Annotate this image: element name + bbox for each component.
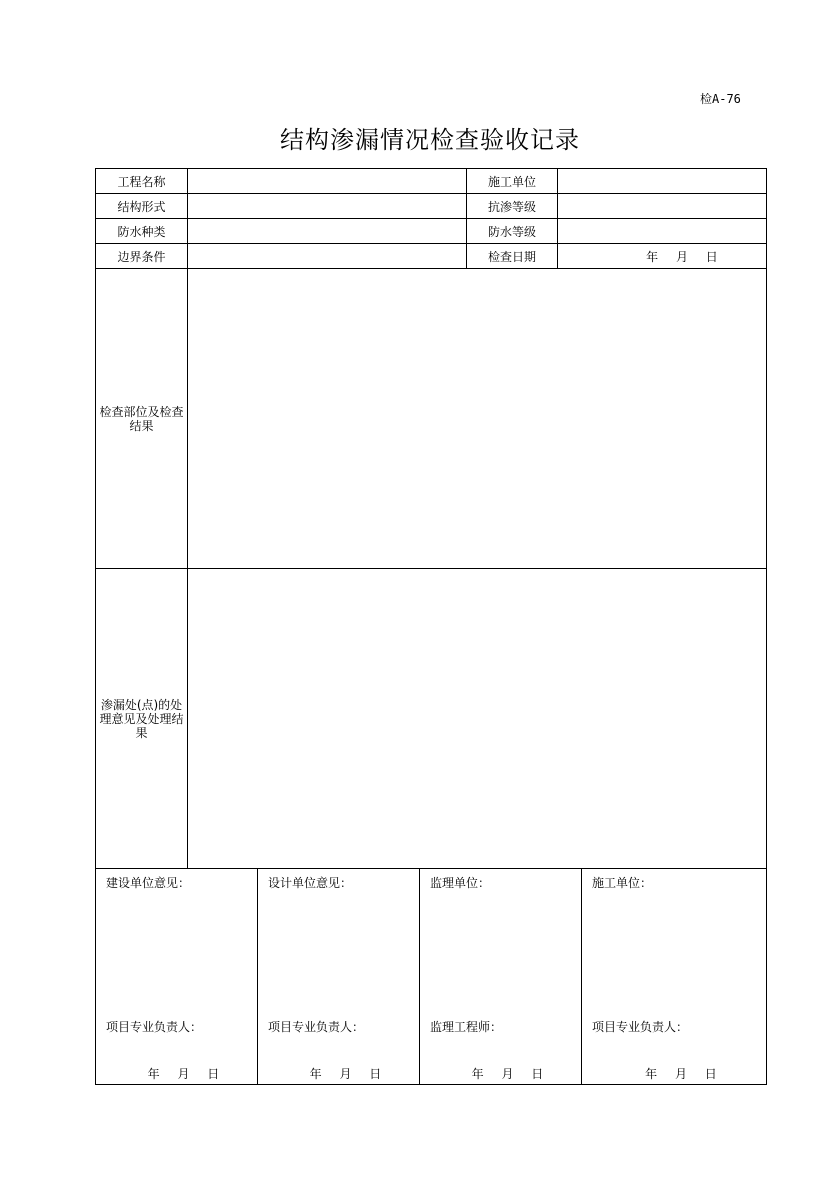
boundary-condition-label: 边界条件: [96, 244, 188, 269]
construction-opinion-cell[interactable]: [582, 868, 767, 1085]
design-date: 年 月 日: [309, 1067, 382, 1081]
table-row: [96, 269, 767, 569]
design-opinion-heading: 设计单位意见：: [268, 876, 353, 890]
table-row: [96, 219, 767, 244]
inspection-date-field[interactable]: 年 月 日: [558, 244, 767, 269]
waterproof-type-field[interactable]: [188, 219, 467, 244]
form-code: 检A-76: [700, 92, 741, 106]
structure-type-field[interactable]: [188, 194, 467, 219]
impermeability-grade-field[interactable]: [558, 194, 767, 219]
construction-unit-label: 施工单位: [467, 169, 558, 194]
project-name-field[interactable]: [188, 169, 467, 194]
record-table: [95, 168, 767, 869]
supervision-heading: 监理单位：: [430, 876, 491, 890]
boundary-condition-field[interactable]: [188, 244, 467, 269]
table-row: [96, 868, 767, 1085]
supervision-person-label: 监理工程师：: [430, 1020, 503, 1034]
supervision-opinion-cell[interactable]: [420, 868, 582, 1085]
leak-treatment-label: 渗漏处(点)的处理意见及处理结果: [96, 569, 188, 869]
owner-opinion-cell[interactable]: [96, 868, 258, 1085]
construction-person-label: 项目专业负责人：: [592, 1020, 689, 1034]
waterproof-grade-label: 防水等级: [467, 219, 558, 244]
project-name-label: 工程名称: [96, 169, 188, 194]
table-row: [96, 194, 767, 219]
table-row: [96, 569, 767, 869]
structure-type-label: 结构形式: [96, 194, 188, 219]
inspection-date-label: 检查日期: [467, 244, 558, 269]
waterproof-grade-field[interactable]: [558, 219, 767, 244]
signature-table: [95, 868, 767, 1085]
inspection-result-field[interactable]: [188, 269, 767, 569]
supervision-date: 年 月 日: [471, 1067, 544, 1081]
impermeability-grade-label: 抗渗等级: [467, 194, 558, 219]
inspection-result-label: 检查部位及检查结果: [96, 269, 188, 569]
page-title: 结构渗漏情况检查验收记录: [280, 126, 580, 154]
leak-treatment-field[interactable]: [188, 569, 767, 869]
construction-heading: 施工单位：: [592, 876, 653, 890]
design-person-label: 项目专业负责人：: [268, 1020, 365, 1034]
waterproof-type-label: 防水种类: [96, 219, 188, 244]
owner-person-label: 项目专业负责人：: [106, 1020, 203, 1034]
owner-opinion-heading: 建设单位意见：: [106, 876, 191, 890]
design-opinion-cell[interactable]: [258, 868, 420, 1085]
construction-unit-field[interactable]: [558, 169, 767, 194]
construction-date: 年 月 日: [645, 1067, 717, 1081]
owner-date: 年 月 日: [147, 1067, 220, 1081]
table-row: [96, 169, 767, 194]
table-row: [96, 244, 767, 269]
